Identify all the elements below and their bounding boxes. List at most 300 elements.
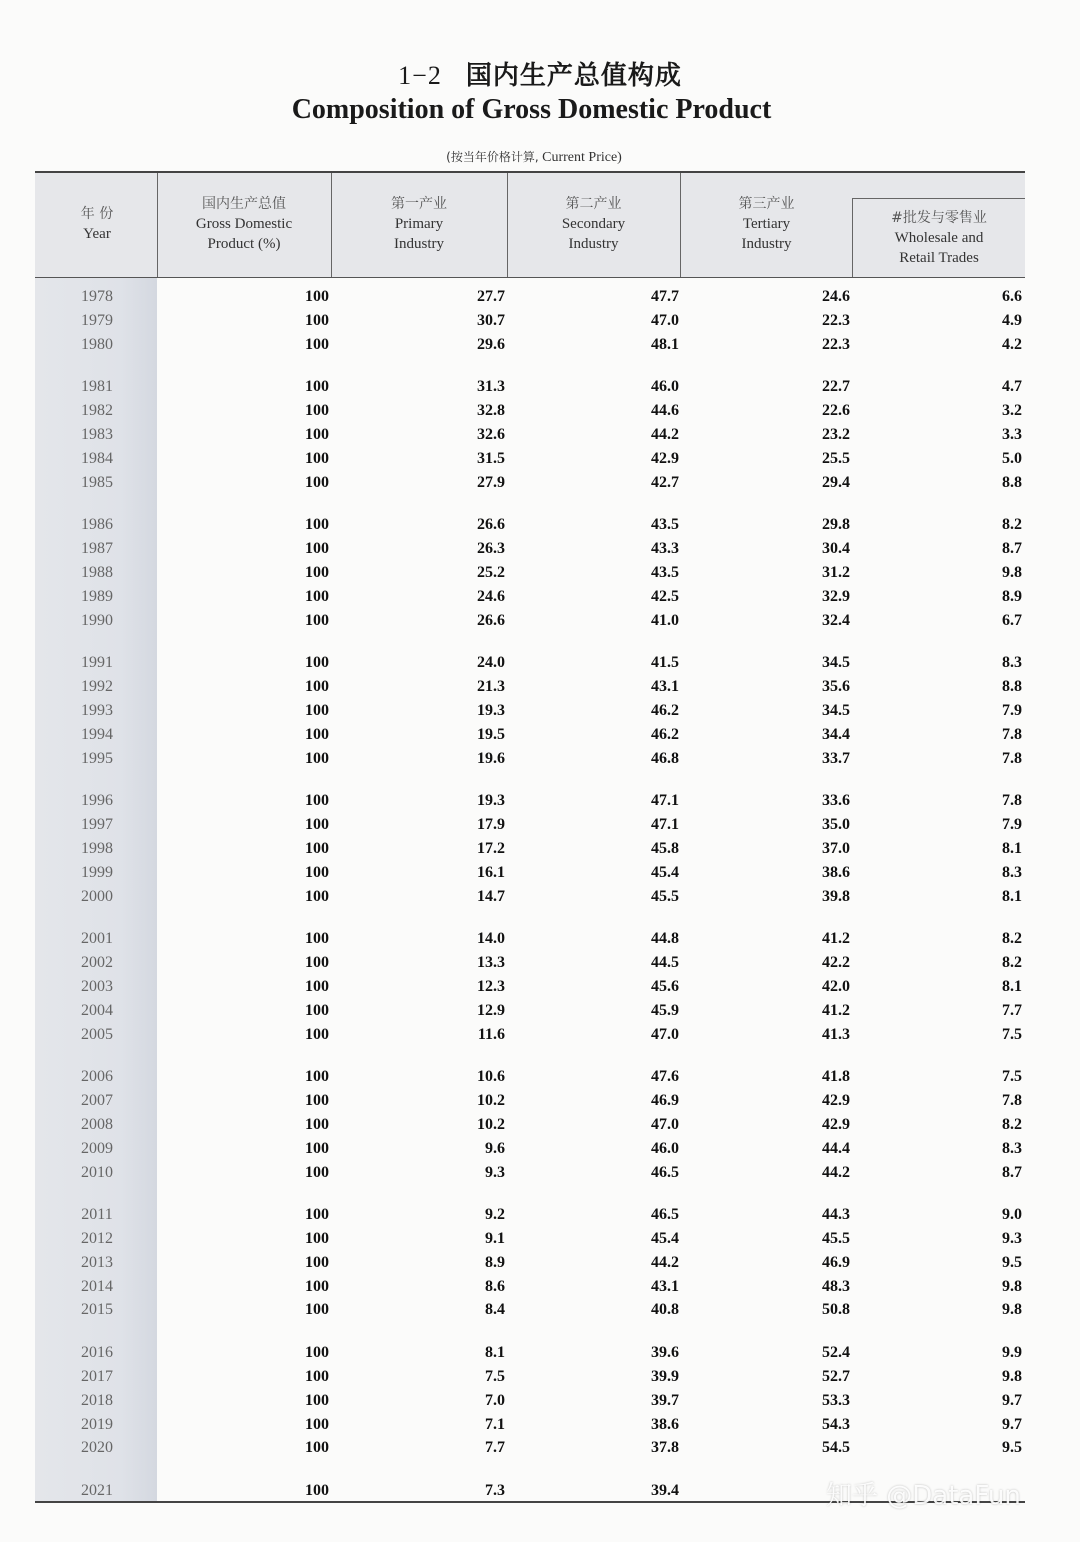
cell-primary: 14.7	[477, 887, 505, 905]
header-wholesale-cn: #批发与零售业	[891, 210, 987, 226]
table-row	[35, 513, 1025, 537]
cell-tertiary: 42.9	[822, 1092, 850, 1110]
cell-tertiary: 48.3	[822, 1277, 850, 1295]
cell-wholesale: 8.8	[1002, 473, 1022, 491]
header-tertiary-en2: Industry	[741, 236, 792, 252]
cell-wholesale: 3.3	[1002, 425, 1022, 443]
table-body	[35, 285, 1025, 1503]
cell-secondary: 41.5	[651, 654, 679, 672]
cell-tertiary: 46.9	[822, 1253, 850, 1271]
table-row	[35, 861, 1025, 885]
unit-note-en: Current Price)	[538, 150, 622, 165]
cell-tertiary: 41.3	[822, 1025, 850, 1043]
row-year: 1990	[81, 611, 113, 629]
cell-tertiary: 35.6	[822, 678, 850, 696]
cell-primary: 31.3	[477, 378, 505, 396]
cell-tertiary: 22.7	[822, 378, 850, 396]
cell-gdp: 100	[305, 1253, 329, 1271]
cell-gdp: 100	[305, 311, 329, 329]
row-year: 1978	[81, 288, 113, 305]
cell-wholesale: 8.9	[1002, 587, 1022, 605]
cell-tertiary: 41.2	[822, 930, 850, 948]
cell-gdp: 100	[305, 954, 329, 972]
cell-primary: 26.6	[477, 516, 505, 534]
table-row	[35, 747, 1025, 771]
page-title-en: Composition of Gross Domestic Product	[291, 94, 772, 125]
row-year: 1992	[81, 678, 113, 696]
cell-secondary: 44.2	[651, 1253, 679, 1271]
cell-primary: 17.9	[477, 816, 505, 834]
table-row	[35, 1251, 1025, 1275]
gdp-composition-table	[35, 171, 1025, 1504]
page-title-cn	[0, 55, 1080, 92]
cell-gdp: 100	[305, 1115, 329, 1133]
cell-wholesale: 8.1	[1002, 839, 1022, 857]
table-row	[35, 885, 1025, 909]
row-year: 2006	[81, 1068, 113, 1086]
cell-gdp: 100	[305, 1001, 329, 1019]
table-row	[35, 585, 1025, 609]
table-header-rule	[35, 277, 1025, 278]
cell-secondary: 39.6	[651, 1344, 679, 1362]
row-year: 1987	[81, 540, 113, 558]
cell-tertiary: 37.0	[822, 839, 850, 857]
table-row	[35, 375, 1025, 399]
cell-gdp: 100	[305, 1163, 329, 1181]
cell-primary: 11.6	[477, 1025, 505, 1043]
table-row	[35, 1113, 1025, 1137]
row-year: 1984	[81, 449, 113, 467]
table-row	[35, 309, 1025, 333]
table-row	[35, 1436, 1025, 1460]
cell-gdp: 100	[305, 1415, 329, 1433]
row-year: 2009	[81, 1139, 113, 1157]
table-row	[35, 1203, 1025, 1227]
row-year: 2005	[81, 1025, 113, 1043]
cell-gdp: 100	[305, 335, 329, 353]
cell-gdp: 100	[305, 1025, 329, 1043]
row-year: 2021	[81, 1482, 113, 1500]
row-year: 1998	[81, 839, 113, 857]
header-secondary-en1: Secondary	[561, 216, 626, 232]
cell-secondary: 43.1	[651, 1277, 679, 1295]
table-row	[35, 813, 1025, 837]
cell-primary: 9.2	[485, 1206, 505, 1224]
cell-secondary: 46.5	[651, 1206, 679, 1224]
table-row	[35, 1298, 1025, 1322]
cell-primary: 8.4	[485, 1301, 505, 1319]
header-wholesale-en2: Retail Trades	[899, 250, 979, 266]
cell-gdp: 100	[305, 1482, 329, 1500]
cell-gdp: 100	[305, 678, 329, 696]
table-number: 1−2	[398, 61, 442, 90]
cell-secondary: 44.8	[651, 930, 679, 948]
table-row	[35, 561, 1025, 585]
cell-primary: 21.3	[477, 678, 505, 696]
row-year: 2012	[81, 1230, 113, 1248]
table-row	[35, 951, 1025, 975]
cell-wholesale: 7.5	[1002, 1025, 1022, 1043]
cell-gdp: 100	[305, 725, 329, 743]
table-row	[35, 1089, 1025, 1113]
table-row	[35, 285, 1025, 309]
cell-primary: 24.6	[477, 587, 505, 605]
cell-wholesale: 8.1	[1002, 977, 1022, 995]
row-year: 1979	[81, 311, 113, 329]
cell-tertiary: 34.4	[822, 725, 850, 743]
cell-secondary: 46.0	[651, 1139, 679, 1157]
row-year: 2000	[81, 887, 113, 905]
header-primary-en2: Industry	[394, 236, 444, 252]
cell-wholesale: 3.2	[1002, 402, 1022, 420]
row-year: 1980	[81, 335, 113, 353]
header-wholesale	[853, 208, 1025, 268]
cell-secondary: 43.5	[651, 563, 679, 581]
cell-gdp: 100	[305, 792, 329, 810]
cell-secondary: 47.0	[651, 1115, 679, 1133]
cell-tertiary: 42.0	[822, 977, 850, 995]
cell-primary: 9.3	[485, 1163, 505, 1181]
cell-primary: 7.3	[485, 1482, 505, 1500]
cell-wholesale: 9.8	[1002, 563, 1022, 581]
cell-wholesale: 6.6	[1002, 288, 1022, 305]
cell-primary: 19.3	[477, 792, 505, 810]
cell-primary: 17.2	[477, 839, 505, 857]
cell-tertiary: 41.8	[822, 1068, 850, 1086]
cell-secondary: 46.0	[651, 378, 679, 396]
table-row	[35, 1023, 1025, 1047]
cell-gdp: 100	[305, 1277, 329, 1295]
cell-wholesale: 8.2	[1002, 930, 1022, 948]
header-primary-en1: Primary	[394, 216, 444, 232]
cell-wholesale: 8.2	[1002, 516, 1022, 534]
cell-tertiary: 32.4	[822, 611, 850, 629]
cell-gdp: 100	[305, 1301, 329, 1319]
cell-secondary: 47.1	[651, 792, 679, 810]
cell-wholesale: 5.0	[1002, 449, 1022, 467]
row-year: 1994	[81, 725, 113, 743]
cell-tertiary: 53.3	[822, 1391, 850, 1409]
cell-secondary: 38.6	[651, 1415, 679, 1433]
cell-primary: 19.6	[477, 749, 505, 767]
cell-gdp: 100	[305, 425, 329, 443]
cell-wholesale: 9.8	[1002, 1368, 1022, 1386]
cell-wholesale: 7.8	[1002, 792, 1022, 810]
row-year: 1991	[81, 654, 113, 672]
cell-gdp: 100	[305, 540, 329, 558]
table-row	[35, 927, 1025, 951]
cell-primary: 29.6	[477, 335, 505, 353]
cell-secondary: 40.8	[651, 1301, 679, 1319]
cell-wholesale: 8.8	[1002, 678, 1022, 696]
header-gdp-en1: Gross Domestic	[195, 216, 293, 232]
cell-wholesale: 9.7	[1002, 1415, 1022, 1433]
cell-gdp: 100	[305, 887, 329, 905]
cell-wholesale: 9.0	[1002, 1206, 1022, 1224]
cell-gdp: 100	[305, 611, 329, 629]
table-row	[35, 1413, 1025, 1437]
cell-primary: 31.5	[477, 449, 505, 467]
cell-secondary: 47.6	[651, 1068, 679, 1086]
cell-wholesale: 4.2	[1002, 335, 1022, 353]
cell-gdp: 100	[305, 1344, 329, 1362]
cell-tertiary: 44.2	[822, 1163, 850, 1181]
table-row	[35, 471, 1025, 495]
cell-tertiary: 54.3	[822, 1415, 850, 1433]
cell-primary: 26.3	[477, 540, 505, 558]
unit-note	[0, 148, 1068, 166]
row-year: 2015	[81, 1301, 113, 1319]
cell-primary: 7.7	[485, 1439, 505, 1457]
cell-tertiary: 54.5	[822, 1439, 850, 1457]
cell-wholesale: 8.3	[1002, 1139, 1022, 1157]
cell-secondary: 46.2	[651, 725, 679, 743]
cell-secondary: 42.9	[651, 449, 679, 467]
cell-wholesale: 9.8	[1002, 1277, 1022, 1295]
table-row	[35, 1365, 1025, 1389]
cell-gdp: 100	[305, 1230, 329, 1248]
cell-primary: 26.6	[477, 611, 505, 629]
cell-tertiary: 39.8	[822, 887, 850, 905]
cell-wholesale: 7.8	[1002, 725, 1022, 743]
header-sub-rule	[853, 198, 1025, 199]
table-row	[35, 609, 1025, 633]
cell-wholesale: 8.2	[1002, 954, 1022, 972]
row-year: 2011	[81, 1206, 113, 1224]
header-gdp-cn: 国内生产总值	[202, 196, 286, 212]
cell-secondary: 46.2	[651, 701, 679, 719]
cell-gdp: 100	[305, 1368, 329, 1386]
cell-primary: 9.6	[485, 1139, 505, 1157]
header-tertiary-cn: 第三产业	[738, 196, 795, 212]
table-row	[35, 423, 1025, 447]
row-year: 2002	[81, 954, 113, 972]
header-gdp	[157, 194, 331, 254]
cell-tertiary: 22.3	[822, 335, 850, 353]
cell-wholesale: 6.7	[1002, 611, 1022, 629]
cell-wholesale: 8.1	[1002, 887, 1022, 905]
cell-secondary: 44.2	[651, 425, 679, 443]
cell-secondary: 37.8	[651, 1439, 679, 1457]
cell-tertiary: 22.3	[822, 311, 850, 329]
cell-tertiary: 24.6	[822, 288, 850, 305]
cell-primary: 27.7	[477, 288, 505, 305]
cell-wholesale: 8.7	[1002, 1163, 1022, 1181]
cell-tertiary: 33.7	[822, 749, 850, 767]
cell-tertiary: 42.2	[822, 954, 850, 972]
row-year: 2001	[81, 930, 113, 948]
cell-wholesale: 9.8	[1002, 1301, 1022, 1319]
cell-tertiary: 45.5	[822, 1230, 850, 1248]
cell-secondary: 39.9	[651, 1368, 679, 1386]
cell-secondary: 42.7	[651, 473, 679, 491]
cell-wholesale: 7.8	[1002, 749, 1022, 767]
cell-primary: 30.7	[477, 311, 505, 329]
header-primary-cn: 第一产业	[391, 196, 447, 212]
cell-tertiary: 31.2	[822, 563, 850, 581]
cell-gdp: 100	[305, 1206, 329, 1224]
cell-wholesale: 8.3	[1002, 863, 1022, 881]
row-year: 1999	[81, 863, 113, 881]
table-row	[35, 1389, 1025, 1413]
row-year: 1993	[81, 701, 113, 719]
cell-primary: 10.2	[477, 1115, 505, 1133]
cell-primary: 19.5	[477, 725, 505, 743]
cell-gdp: 100	[305, 1068, 329, 1086]
cell-gdp: 100	[305, 1139, 329, 1157]
cell-wholesale: 9.7	[1002, 1391, 1022, 1409]
table-row	[35, 1341, 1025, 1365]
cell-tertiary: 35.0	[822, 816, 850, 834]
cell-secondary: 39.7	[651, 1391, 679, 1409]
cell-tertiary: 33.6	[822, 792, 850, 810]
header-wholesale-en1: Wholesale and	[894, 230, 984, 246]
cell-primary: 8.1	[485, 1344, 505, 1362]
header-gdp-en2: Product (%)	[207, 236, 281, 252]
watermark: 知乎 @DataFun	[826, 1481, 1021, 1511]
table-row	[35, 1161, 1025, 1185]
cell-secondary: 44.5	[651, 954, 679, 972]
cell-secondary: 42.5	[651, 587, 679, 605]
cell-gdp: 100	[305, 863, 329, 881]
cell-tertiary: 22.6	[822, 402, 850, 420]
row-year: 1989	[81, 587, 113, 605]
cell-secondary: 41.0	[651, 611, 679, 629]
row-year: 1997	[81, 816, 113, 834]
table-row	[35, 447, 1025, 471]
cell-primary: 8.6	[485, 1277, 505, 1295]
header-tertiary-en1: Tertiary	[742, 216, 791, 232]
row-year: 2004	[81, 1001, 113, 1019]
cell-gdp: 100	[305, 930, 329, 948]
cell-wholesale: 8.7	[1002, 540, 1022, 558]
cell-secondary: 45.4	[651, 863, 679, 881]
cell-gdp: 100	[305, 701, 329, 719]
cell-secondary: 45.9	[651, 1001, 679, 1019]
cell-gdp: 100	[305, 749, 329, 767]
cell-tertiary: 29.8	[822, 516, 850, 534]
header-secondary-en2: Industry	[568, 236, 619, 252]
row-year: 2016	[81, 1344, 113, 1362]
cell-primary: 24.0	[477, 654, 505, 672]
cell-wholesale: 9.5	[1002, 1253, 1022, 1271]
cell-gdp: 100	[305, 1092, 329, 1110]
row-year: 1985	[81, 473, 113, 491]
table-row	[35, 399, 1025, 423]
cell-primary: 14.0	[477, 930, 505, 948]
table-top-rule	[35, 171, 1025, 173]
header-primary	[331, 194, 507, 254]
cell-gdp: 100	[305, 378, 329, 396]
cell-primary: 12.3	[477, 977, 505, 995]
cell-secondary: 47.7	[651, 288, 679, 305]
cell-gdp: 100	[305, 449, 329, 467]
header-secondary-cn: 第二产业	[565, 196, 622, 212]
table-row	[35, 333, 1025, 357]
table-row	[35, 975, 1025, 999]
cell-tertiary: 52.7	[822, 1368, 850, 1386]
cell-tertiary: 50.8	[822, 1301, 850, 1319]
row-year: 2008	[81, 1115, 113, 1133]
cell-secondary: 45.8	[651, 839, 679, 857]
cell-gdp: 100	[305, 1391, 329, 1409]
cell-tertiary: 29.4	[822, 473, 850, 491]
cell-wholesale: 4.9	[1002, 311, 1022, 329]
cell-gdp: 100	[305, 563, 329, 581]
row-year: 1983	[81, 425, 113, 443]
cell-tertiary: 30.4	[822, 540, 850, 558]
row-year: 2017	[81, 1368, 113, 1386]
cell-wholesale: 9.3	[1002, 1230, 1022, 1248]
cell-primary: 10.6	[477, 1068, 505, 1086]
cell-secondary: 46.9	[651, 1092, 679, 1110]
cell-primary: 12.9	[477, 1001, 505, 1019]
row-year: 1995	[81, 749, 113, 767]
header-year-en: Year	[83, 226, 111, 242]
cell-gdp: 100	[305, 977, 329, 995]
cell-tertiary: 41.2	[822, 1001, 850, 1019]
cell-primary: 10.2	[477, 1092, 505, 1110]
table-row	[35, 675, 1025, 699]
table-row	[35, 1137, 1025, 1161]
row-year: 2007	[81, 1092, 113, 1110]
cell-wholesale: 7.5	[1002, 1068, 1022, 1086]
cell-gdp: 100	[305, 654, 329, 672]
cell-wholesale: 4.7	[1002, 378, 1022, 396]
cell-tertiary: 44.3	[822, 1206, 850, 1224]
row-year: 2019	[81, 1415, 113, 1433]
cell-secondary: 44.6	[651, 402, 679, 420]
row-year: 2018	[81, 1391, 113, 1409]
header-year	[35, 204, 159, 244]
title-cn-text: 国内生产总值构成	[465, 61, 682, 91]
cell-tertiary: 25.5	[822, 449, 850, 467]
cell-wholesale: 7.9	[1002, 816, 1022, 834]
cell-tertiary: 34.5	[822, 701, 850, 719]
table-row	[35, 1065, 1025, 1089]
row-year: 2014	[81, 1277, 113, 1295]
row-year: 1996	[81, 792, 113, 810]
cell-wholesale: 8.3	[1002, 654, 1022, 672]
cell-secondary: 47.1	[651, 816, 679, 834]
cell-secondary: 47.0	[651, 311, 679, 329]
cell-wholesale: 7.7	[1002, 1001, 1022, 1019]
cell-primary: 7.5	[485, 1368, 505, 1386]
cell-gdp: 100	[305, 288, 329, 305]
row-year: 2010	[81, 1163, 113, 1181]
header-secondary	[507, 194, 680, 254]
cell-gdp: 100	[305, 516, 329, 534]
cell-secondary: 48.1	[651, 335, 679, 353]
cell-wholesale: 7.8	[1002, 1092, 1022, 1110]
table-row	[35, 651, 1025, 675]
row-year: 1988	[81, 563, 113, 581]
row-year: 2020	[81, 1439, 113, 1457]
cell-gdp: 100	[305, 587, 329, 605]
cell-gdp: 100	[305, 473, 329, 491]
cell-wholesale: 9.5	[1002, 1439, 1022, 1457]
cell-secondary: 46.5	[651, 1163, 679, 1181]
cell-tertiary: 34.5	[822, 654, 850, 672]
row-year: 1986	[81, 516, 113, 534]
row-year: 2003	[81, 977, 113, 995]
cell-primary: 16.1	[477, 863, 505, 881]
table-row	[35, 537, 1025, 561]
cell-secondary: 39.4	[651, 1482, 679, 1500]
cell-gdp: 100	[305, 839, 329, 857]
cell-tertiary: 52.4	[822, 1344, 850, 1362]
cell-secondary: 45.6	[651, 977, 679, 995]
